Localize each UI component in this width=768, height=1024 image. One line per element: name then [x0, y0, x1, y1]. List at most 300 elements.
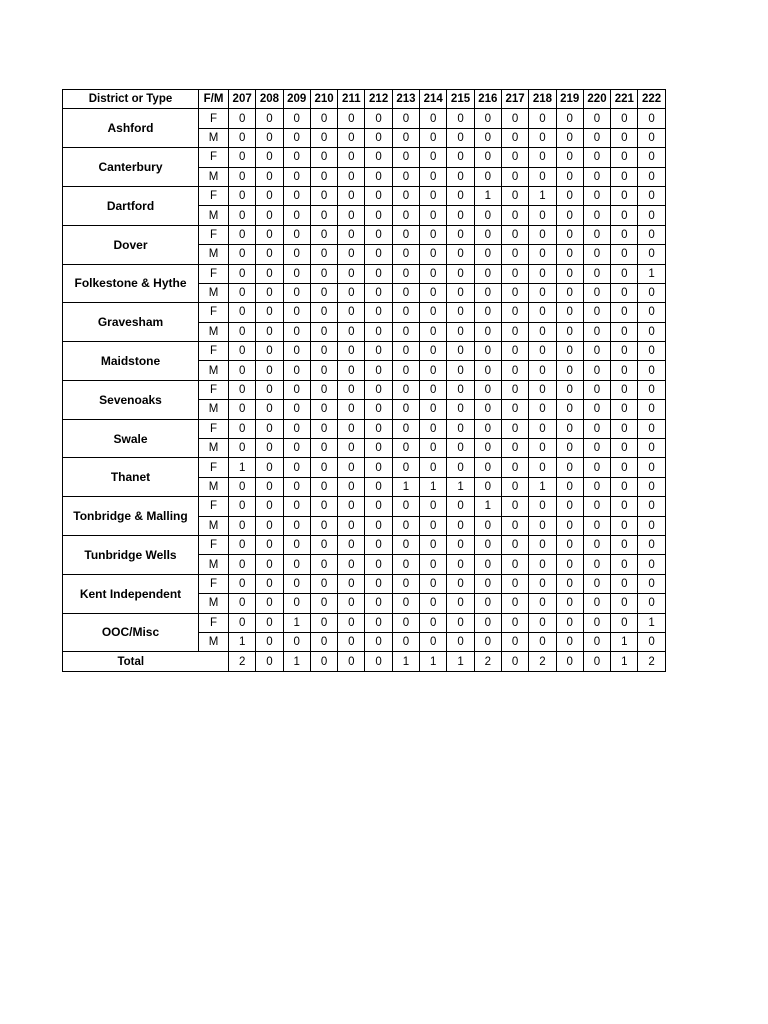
value-cell: 0: [611, 477, 638, 496]
value-cell: 0: [447, 225, 474, 244]
sex-cell: M: [199, 439, 229, 458]
value-cell: 0: [229, 419, 256, 438]
value-cell: 0: [229, 322, 256, 341]
value-cell: 0: [447, 206, 474, 225]
value-cell: 0: [501, 303, 528, 322]
value-cell: 0: [229, 342, 256, 361]
value-cell: 0: [556, 535, 583, 554]
value-cell: 0: [310, 419, 337, 438]
value-cell: 0: [501, 361, 528, 380]
value-cell: 0: [365, 342, 392, 361]
value-cell: 0: [611, 109, 638, 128]
value-cell: 0: [256, 555, 283, 574]
value-cell: 0: [283, 632, 310, 651]
value-cell: 0: [392, 535, 419, 554]
value-cell: 0: [556, 477, 583, 496]
value-cell: 0: [420, 497, 447, 516]
table-row: [63, 613, 666, 632]
value-cell: 0: [338, 516, 365, 535]
value-cell: 0: [392, 458, 419, 477]
value-cell: 0: [229, 109, 256, 128]
value-cell: 0: [256, 167, 283, 186]
value-cell: 0: [447, 264, 474, 283]
total-value-cell: 1: [283, 652, 310, 671]
value-cell: 0: [256, 322, 283, 341]
value-cell: 0: [338, 342, 365, 361]
value-cell: 0: [365, 186, 392, 205]
value-cell: 0: [447, 400, 474, 419]
value-cell: 0: [583, 186, 610, 205]
value-cell: 0: [447, 613, 474, 632]
value-cell: 0: [310, 342, 337, 361]
value-cell: 0: [283, 419, 310, 438]
value-cell: 0: [283, 516, 310, 535]
column-header: 210: [310, 90, 337, 109]
sex-cell: F: [199, 380, 229, 399]
value-cell: 0: [310, 400, 337, 419]
value-cell: 1: [638, 613, 665, 632]
value-cell: 0: [501, 167, 528, 186]
value-cell: 0: [365, 555, 392, 574]
total-blank-cell: [199, 652, 229, 671]
value-cell: 0: [310, 632, 337, 651]
value-cell: 0: [583, 535, 610, 554]
total-value-cell: 1: [447, 652, 474, 671]
value-cell: 0: [420, 419, 447, 438]
district-name: Kent Independent: [63, 574, 199, 613]
value-cell: 0: [447, 186, 474, 205]
value-cell: 0: [283, 303, 310, 322]
total-value-cell: 1: [392, 652, 419, 671]
value-cell: 0: [283, 148, 310, 167]
value-cell: 1: [529, 477, 556, 496]
sex-cell: M: [199, 245, 229, 264]
value-cell: 0: [529, 555, 556, 574]
table-row: [63, 148, 666, 167]
sex-cell: F: [199, 109, 229, 128]
value-cell: 0: [501, 497, 528, 516]
value-cell: 0: [501, 245, 528, 264]
value-cell: 0: [474, 458, 501, 477]
value-cell: 1: [447, 477, 474, 496]
value-cell: 0: [310, 128, 337, 147]
value-cell: 0: [638, 225, 665, 244]
value-cell: 0: [365, 439, 392, 458]
sex-cell: F: [199, 458, 229, 477]
value-cell: 0: [229, 516, 256, 535]
value-cell: 0: [420, 148, 447, 167]
value-cell: 1: [283, 613, 310, 632]
header-row: [63, 90, 666, 109]
value-cell: 0: [283, 400, 310, 419]
value-cell: 0: [338, 225, 365, 244]
value-cell: 0: [310, 206, 337, 225]
total-value-cell: 2: [474, 652, 501, 671]
value-cell: 0: [338, 186, 365, 205]
value-cell: 0: [310, 186, 337, 205]
value-cell: 0: [392, 109, 419, 128]
table-row: [63, 458, 666, 477]
value-cell: 0: [474, 594, 501, 613]
value-cell: 0: [338, 439, 365, 458]
column-header: 222: [638, 90, 665, 109]
column-header: 218: [529, 90, 556, 109]
value-cell: 0: [501, 516, 528, 535]
value-cell: 0: [638, 516, 665, 535]
value-cell: 0: [583, 400, 610, 419]
column-header: 213: [392, 90, 419, 109]
value-cell: 0: [501, 109, 528, 128]
value-cell: 0: [529, 400, 556, 419]
value-cell: 0: [256, 109, 283, 128]
value-cell: 0: [638, 400, 665, 419]
value-cell: 0: [229, 400, 256, 419]
value-cell: 0: [556, 516, 583, 535]
value-cell: 0: [392, 497, 419, 516]
value-cell: 0: [256, 632, 283, 651]
value-cell: 0: [447, 516, 474, 535]
value-cell: 0: [638, 167, 665, 186]
sex-cell: M: [199, 632, 229, 651]
value-cell: 1: [420, 477, 447, 496]
value-cell: 0: [556, 458, 583, 477]
value-cell: 0: [365, 322, 392, 341]
table-row: [63, 186, 666, 205]
value-cell: 0: [529, 361, 556, 380]
sex-cell: F: [199, 419, 229, 438]
value-cell: 0: [447, 497, 474, 516]
value-cell: 0: [256, 264, 283, 283]
district-name: Tunbridge Wells: [63, 535, 199, 574]
value-cell: 0: [420, 167, 447, 186]
value-cell: 0: [447, 380, 474, 399]
value-cell: 0: [338, 148, 365, 167]
column-header: 209: [283, 90, 310, 109]
value-cell: 0: [611, 419, 638, 438]
value-cell: 0: [310, 574, 337, 593]
table-row: [63, 225, 666, 244]
value-cell: 0: [338, 632, 365, 651]
column-header: 221: [611, 90, 638, 109]
value-cell: 0: [338, 419, 365, 438]
value-cell: 0: [365, 128, 392, 147]
value-cell: 0: [529, 632, 556, 651]
value-cell: 0: [420, 439, 447, 458]
value-cell: 0: [338, 535, 365, 554]
value-cell: 0: [229, 225, 256, 244]
value-cell: 0: [420, 458, 447, 477]
value-cell: 0: [365, 283, 392, 302]
column-header: 217: [501, 90, 528, 109]
value-cell: 0: [256, 613, 283, 632]
value-cell: 0: [474, 303, 501, 322]
value-cell: 0: [365, 225, 392, 244]
value-cell: 0: [310, 516, 337, 535]
value-cell: 0: [338, 303, 365, 322]
value-cell: 0: [583, 167, 610, 186]
value-cell: 0: [283, 109, 310, 128]
total-value-cell: 0: [338, 652, 365, 671]
value-cell: 0: [501, 535, 528, 554]
value-cell: 0: [611, 380, 638, 399]
value-cell: 0: [283, 245, 310, 264]
value-cell: 0: [338, 167, 365, 186]
value-cell: 0: [365, 109, 392, 128]
district-name: Sevenoaks: [63, 380, 199, 419]
value-cell: 0: [556, 497, 583, 516]
value-cell: 0: [338, 594, 365, 613]
value-cell: 0: [256, 439, 283, 458]
district-name: Thanet: [63, 458, 199, 497]
value-cell: 0: [447, 419, 474, 438]
value-cell: 0: [365, 477, 392, 496]
district-name: Ashford: [63, 109, 199, 148]
total-value-cell: 1: [611, 652, 638, 671]
value-cell: 0: [529, 206, 556, 225]
value-cell: 0: [501, 206, 528, 225]
value-cell: 0: [310, 264, 337, 283]
value-cell: 0: [638, 109, 665, 128]
value-cell: 0: [256, 574, 283, 593]
value-cell: 0: [529, 128, 556, 147]
value-cell: 0: [283, 361, 310, 380]
value-cell: 0: [447, 167, 474, 186]
value-cell: 0: [310, 361, 337, 380]
value-cell: 0: [556, 186, 583, 205]
column-header: 216: [474, 90, 501, 109]
value-cell: 0: [392, 555, 419, 574]
value-cell: 0: [556, 342, 583, 361]
value-cell: 0: [529, 283, 556, 302]
value-cell: 0: [283, 439, 310, 458]
value-cell: 0: [583, 245, 610, 264]
value-cell: 0: [611, 458, 638, 477]
value-cell: 0: [638, 206, 665, 225]
sex-cell: M: [199, 206, 229, 225]
value-cell: 0: [583, 594, 610, 613]
value-cell: 0: [583, 128, 610, 147]
value-cell: 0: [392, 439, 419, 458]
value-cell: 0: [338, 361, 365, 380]
value-cell: 0: [638, 245, 665, 264]
value-cell: 0: [529, 613, 556, 632]
value-cell: 0: [392, 167, 419, 186]
sex-cell: M: [199, 477, 229, 496]
value-cell: 0: [392, 574, 419, 593]
value-cell: 0: [447, 128, 474, 147]
sex-cell: F: [199, 148, 229, 167]
value-cell: 0: [447, 361, 474, 380]
sex-cell: F: [199, 186, 229, 205]
value-cell: 0: [529, 148, 556, 167]
value-cell: 0: [392, 400, 419, 419]
value-cell: 0: [256, 535, 283, 554]
total-value-cell: 0: [583, 652, 610, 671]
value-cell: 0: [392, 342, 419, 361]
value-cell: 0: [556, 380, 583, 399]
value-cell: 0: [556, 283, 583, 302]
sex-cell: M: [199, 400, 229, 419]
value-cell: 0: [474, 206, 501, 225]
value-cell: 0: [638, 128, 665, 147]
total-value-cell: 2: [229, 652, 256, 671]
sex-cell: F: [199, 303, 229, 322]
value-cell: 0: [447, 555, 474, 574]
sex-cell: F: [199, 497, 229, 516]
value-cell: 0: [365, 361, 392, 380]
value-cell: 0: [256, 477, 283, 496]
value-cell: 0: [310, 380, 337, 399]
value-cell: 0: [583, 109, 610, 128]
total-label: Total: [63, 652, 199, 671]
value-cell: 0: [556, 322, 583, 341]
value-cell: 0: [283, 380, 310, 399]
value-cell: 0: [365, 632, 392, 651]
value-cell: 0: [392, 245, 419, 264]
value-cell: 0: [392, 128, 419, 147]
table-body: [63, 109, 666, 652]
value-cell: 0: [501, 283, 528, 302]
value-cell: 0: [501, 419, 528, 438]
value-cell: 0: [611, 303, 638, 322]
value-cell: 0: [583, 342, 610, 361]
value-cell: 0: [529, 574, 556, 593]
value-cell: 0: [229, 594, 256, 613]
value-cell: 0: [474, 555, 501, 574]
value-cell: 0: [529, 342, 556, 361]
value-cell: 0: [583, 225, 610, 244]
value-cell: 0: [447, 458, 474, 477]
district-name: OOC/Misc: [63, 613, 199, 652]
column-header: 220: [583, 90, 610, 109]
value-cell: 0: [310, 477, 337, 496]
value-cell: 0: [447, 109, 474, 128]
data-table: [62, 89, 666, 672]
value-cell: 0: [474, 342, 501, 361]
value-cell: 0: [283, 225, 310, 244]
value-cell: 0: [474, 361, 501, 380]
value-cell: 0: [338, 400, 365, 419]
value-cell: 0: [229, 439, 256, 458]
value-cell: 0: [611, 225, 638, 244]
value-cell: 0: [283, 167, 310, 186]
value-cell: 0: [583, 283, 610, 302]
value-cell: 0: [338, 283, 365, 302]
value-cell: 0: [338, 574, 365, 593]
value-cell: 0: [556, 245, 583, 264]
value-cell: 0: [420, 380, 447, 399]
value-cell: 0: [256, 148, 283, 167]
value-cell: 0: [256, 516, 283, 535]
value-cell: 0: [501, 322, 528, 341]
value-cell: 1: [638, 264, 665, 283]
value-cell: 0: [611, 439, 638, 458]
value-cell: 1: [474, 497, 501, 516]
district-name: Tonbridge & Malling: [63, 497, 199, 536]
value-cell: 0: [611, 264, 638, 283]
value-cell: 0: [501, 574, 528, 593]
value-cell: 0: [638, 594, 665, 613]
sex-cell: M: [199, 283, 229, 302]
value-cell: 0: [556, 206, 583, 225]
value-cell: 0: [283, 497, 310, 516]
value-cell: 0: [611, 186, 638, 205]
value-cell: 0: [583, 206, 610, 225]
value-cell: 0: [338, 245, 365, 264]
value-cell: 0: [338, 458, 365, 477]
value-cell: 0: [365, 167, 392, 186]
value-cell: 0: [229, 245, 256, 264]
total-value-cell: 0: [556, 652, 583, 671]
value-cell: 0: [256, 342, 283, 361]
value-cell: 0: [229, 361, 256, 380]
value-cell: 1: [529, 186, 556, 205]
value-cell: 0: [283, 477, 310, 496]
value-cell: 0: [474, 283, 501, 302]
value-cell: 0: [583, 361, 610, 380]
value-cell: 0: [229, 555, 256, 574]
total-value-cell: 1: [420, 652, 447, 671]
value-cell: 0: [474, 613, 501, 632]
value-cell: 0: [392, 206, 419, 225]
sex-cell: M: [199, 516, 229, 535]
value-cell: 0: [611, 613, 638, 632]
value-cell: 0: [638, 342, 665, 361]
value-cell: 0: [310, 594, 337, 613]
column-header: 211: [338, 90, 365, 109]
value-cell: 0: [310, 458, 337, 477]
value-cell: 0: [229, 497, 256, 516]
value-cell: 0: [529, 303, 556, 322]
value-cell: 0: [420, 613, 447, 632]
value-cell: 0: [638, 555, 665, 574]
value-cell: 0: [611, 245, 638, 264]
value-cell: 0: [447, 594, 474, 613]
value-cell: 0: [474, 148, 501, 167]
value-cell: 0: [474, 516, 501, 535]
value-cell: 0: [392, 516, 419, 535]
value-cell: 0: [310, 497, 337, 516]
value-cell: 0: [556, 128, 583, 147]
value-cell: 0: [638, 477, 665, 496]
value-cell: 0: [392, 225, 419, 244]
value-cell: 0: [447, 303, 474, 322]
value-cell: 0: [283, 322, 310, 341]
sex-cell: F: [199, 225, 229, 244]
table-row: [63, 419, 666, 438]
value-cell: 0: [338, 109, 365, 128]
table-row: [63, 109, 666, 128]
value-cell: 0: [474, 167, 501, 186]
value-cell: 0: [638, 439, 665, 458]
column-header: 219: [556, 90, 583, 109]
value-cell: 0: [392, 594, 419, 613]
value-cell: 0: [529, 380, 556, 399]
value-cell: 0: [338, 128, 365, 147]
value-cell: 0: [529, 109, 556, 128]
sex-cell: F: [199, 574, 229, 593]
value-cell: 0: [611, 283, 638, 302]
value-cell: 0: [365, 400, 392, 419]
value-cell: 0: [420, 128, 447, 147]
value-cell: 0: [638, 458, 665, 477]
value-cell: 0: [283, 186, 310, 205]
sex-cell: F: [199, 264, 229, 283]
value-cell: 0: [420, 400, 447, 419]
value-cell: 0: [611, 574, 638, 593]
value-cell: 0: [310, 439, 337, 458]
value-cell: 0: [501, 380, 528, 399]
